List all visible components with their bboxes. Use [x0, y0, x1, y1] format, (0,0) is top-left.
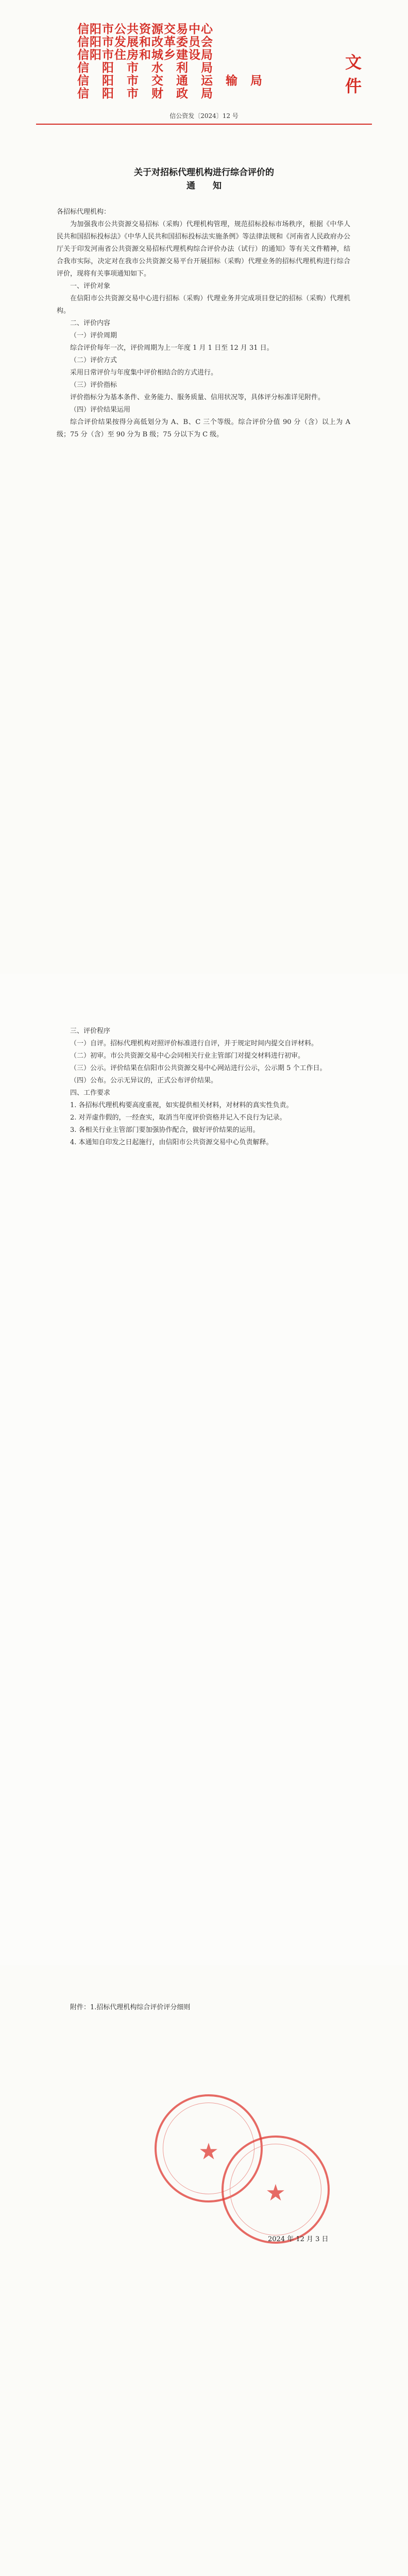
paragraph: 采用日常评价与年度集中评价相结合的方式进行。 — [70, 369, 218, 377]
subsection-heading: （三）评价指标 — [70, 381, 117, 389]
issue-date: 2024 年 12 月 3 日 — [268, 2235, 329, 2243]
document-header — [77, 20, 363, 100]
paragraph: 综合评价每年一次，评价周期为上一年度 1 月 1 日至 12 月 31 日。 — [70, 344, 274, 352]
notice-title: 关于对招标代理机构进行综合评价的 — [134, 167, 274, 178]
issuer-6: 信 阳 市 财 政 局 — [77, 87, 213, 100]
step: （四）公布。公示无异议的，正式公布评价结果。 — [70, 1077, 218, 1084]
requirement: 2. 对弄虚作假的，一经查实，取消当年度评价资格并记入不良行为记录。 — [70, 1114, 286, 1122]
requirement: 3. 各相关行业主管部门要加强协作配合，做好评价结果的运用。 — [70, 1126, 260, 1134]
notice-body — [57, 206, 350, 441]
paragraph: 评价指标分为基本条件、业务能力、服务质量、信用状况等，具体评分标准详见附件。 — [70, 394, 325, 401]
section-heading: 一、评价对象 — [70, 282, 111, 290]
paragraph: 综合评价结果按得分高低划分为 A、B、C 三个等级。综合评价分值 90 分（含）以上为 A 级；75 分（含）至 90 分为 B 级；75 分以下为 C 级。 — [57, 418, 350, 438]
document-word: 文件 — [345, 53, 363, 96]
notice-title-line2: 通 知 — [186, 181, 222, 191]
official-seal: ★ — [222, 2136, 330, 2244]
requirement: 4. 本通知自印发之日起施行，由信阳市公共资源交易中心负责解释。 — [70, 1139, 273, 1146]
attachment-label: 附件： — [70, 2004, 91, 2011]
subsection-heading: （一）评价周期 — [70, 332, 117, 340]
document-number: 信公资发〔2024〕12 号 — [169, 112, 239, 120]
paragraph: 在信阳市公共资源交易中心进行招标（采购）代理业务并完成项目登记的招标（采购）代理机构。 — [57, 295, 350, 315]
step: （一）自评。招标代理机构对照评价标准进行自评，并于规定时间内提交自评材料。 — [70, 1040, 318, 1047]
official-seal: ★ — [155, 2094, 263, 2202]
attachment-note — [57, 2002, 350, 2014]
step: （二）初审。市公共资源交易中心会同相关行业主管部门对提交材料进行初审。 — [70, 1052, 305, 1060]
issuer-4: 信 阳 市 水 利 局 — [77, 61, 213, 75]
subsection-heading: （四）评价结果运用 — [70, 406, 131, 414]
intro-paragraph: 为加强我市公共资源交易招标（采购）代理机构管理，规范招标投标市场秩序，根据《中华人民共和国招标投标法》《中华人民共和国招标投标法实施条例》等法律法规和《河南省人民政府办公厅关于印发河南省公共资源交易招标代理机构综合评价办法（试行）的通知》等有关文件精神，结合我市实际，决定对在我市公共资源交易平台开展招标（采购）代理业务的招标代理机构进行综合评价，现将有关事项通知如下。 — [57, 221, 350, 278]
subsection-heading: （二）评价方式 — [70, 357, 117, 364]
issuer-1: 信阳市公共资源交易中心 — [77, 22, 213, 36]
issuer-5: 信 阳 市 交 通 运 输 局 — [77, 74, 263, 88]
section-heading: 四、工作要求 — [70, 1089, 111, 1097]
issuer-3: 信阳市住房和城乡建设局 — [77, 48, 213, 62]
requirement: 1. 各招标代理机构要高度重视，如实提供相关材料，对材料的真实性负责。 — [70, 1101, 293, 1109]
section-heading: 三、评价程序 — [70, 1027, 111, 1035]
issuer-2: 信阳市发展和改革委员会 — [77, 35, 213, 49]
section-heading: 二、评价内容 — [70, 319, 111, 327]
notice-body-continued — [57, 1025, 350, 1149]
step: （三）公示。评价结果在信阳市公共资源交易中心网站进行公示，公示期 5 个工作日。 — [70, 1064, 327, 1072]
red-divider — [36, 124, 372, 125]
page-2 — [0, 974, 408, 1965]
page-1 — [0, 0, 408, 974]
attachment-name: 1.招标代理机构综合评价评分细则 — [90, 2004, 191, 2011]
page-3 — [0, 1965, 408, 2576]
addressee: 各招标代理机构： — [57, 208, 111, 216]
